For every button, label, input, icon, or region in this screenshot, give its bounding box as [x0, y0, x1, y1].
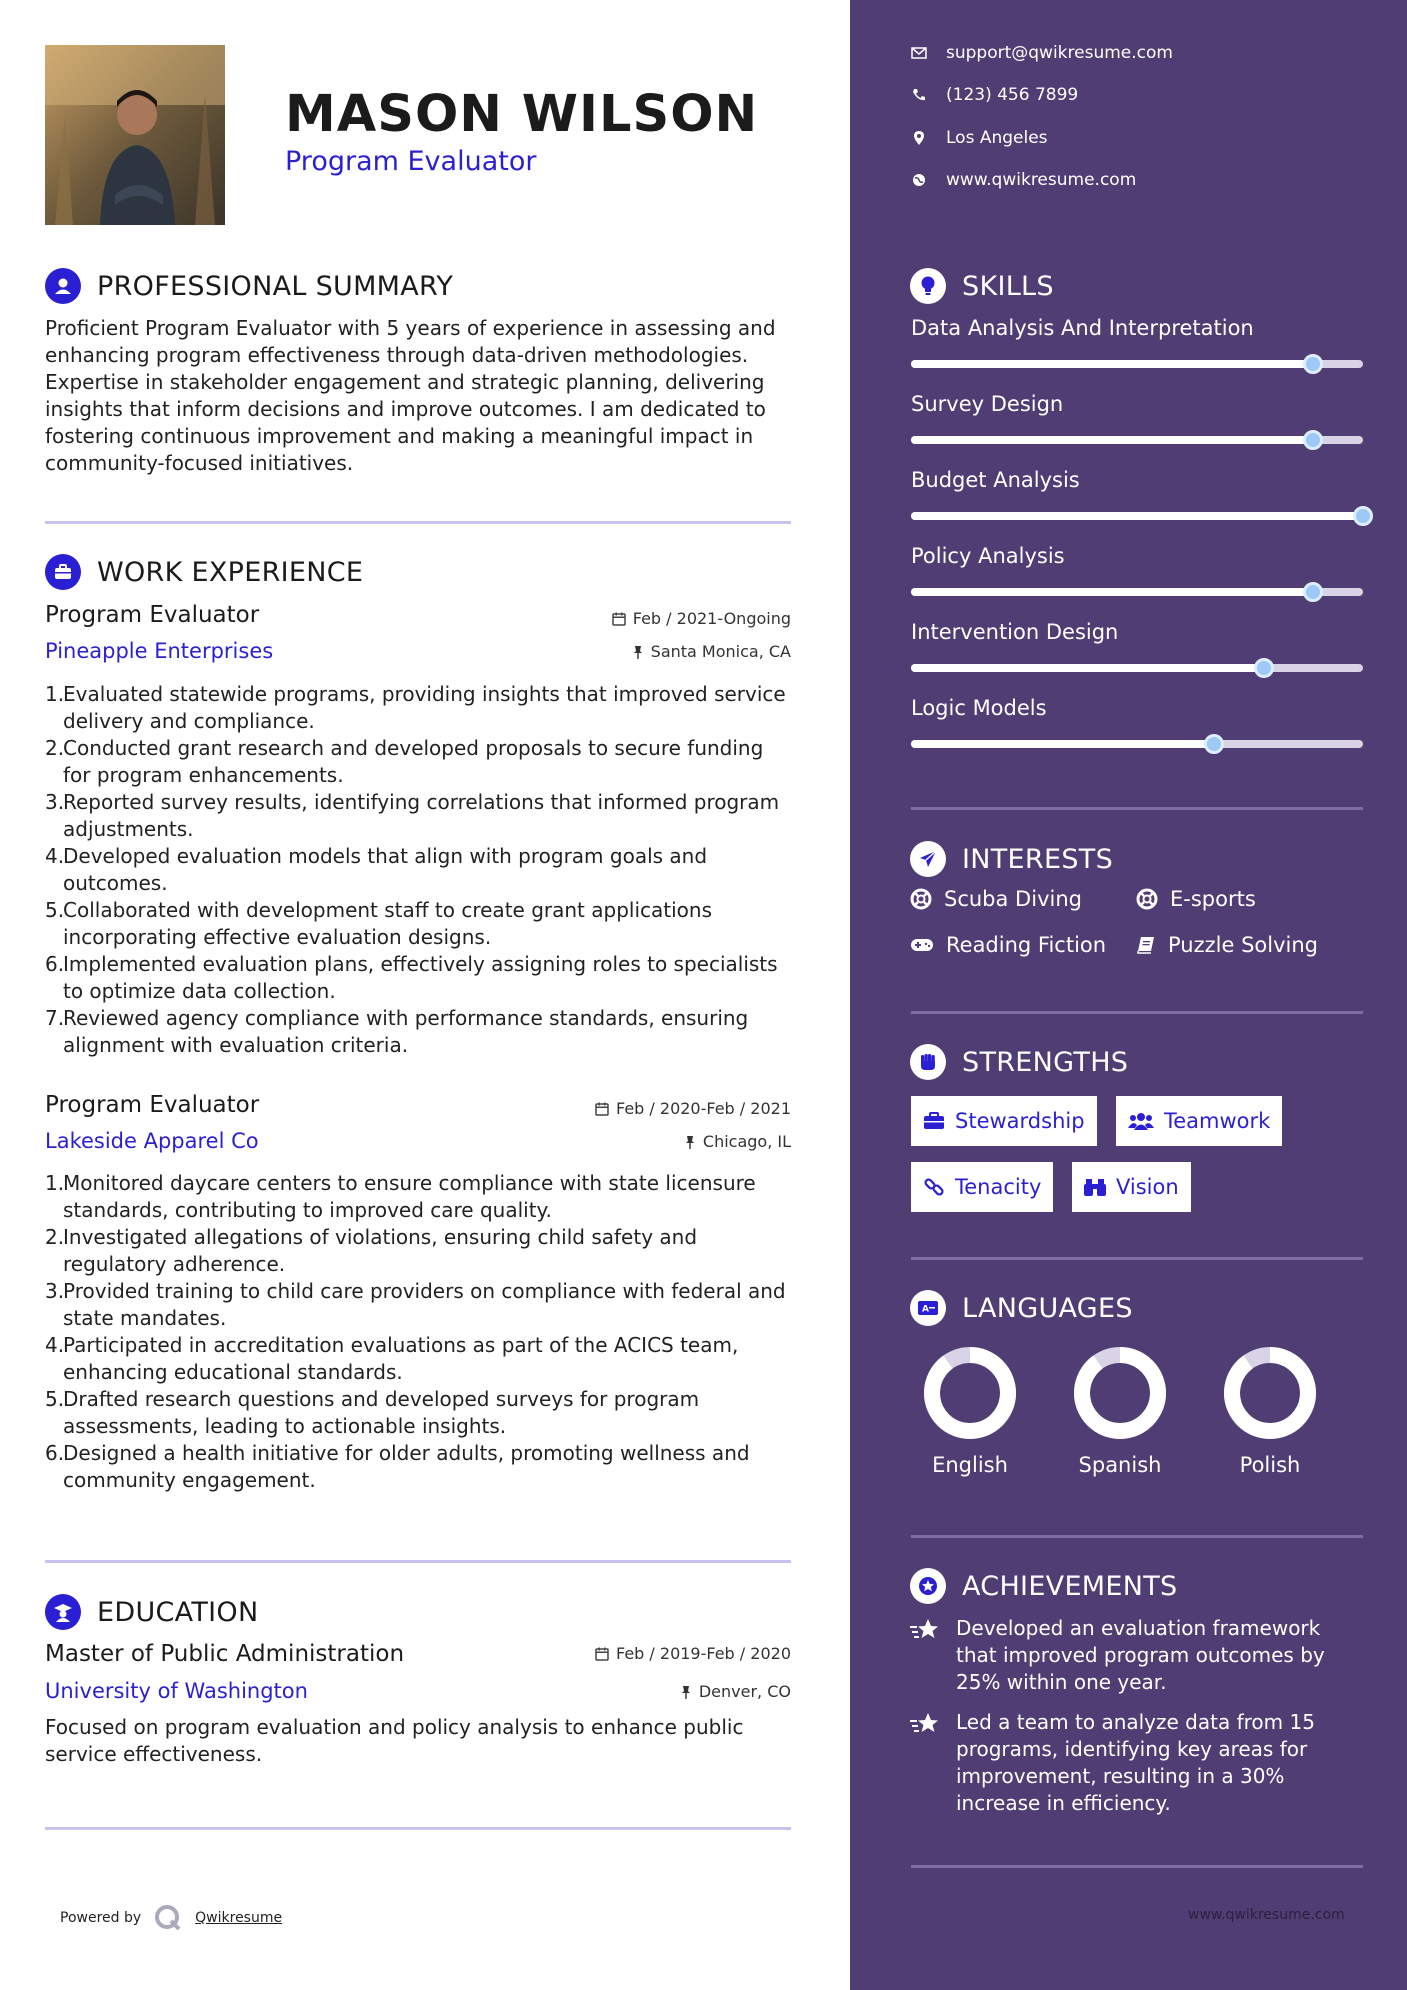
graduate-icon — [45, 1594, 81, 1630]
section-divider — [45, 521, 791, 524]
briefcase-icon — [923, 1112, 945, 1130]
achievement-item: Led a team to analyze data from 15 programs, identifying key areas for improvement, resulting in a 30% increase in efficiency. — [910, 1709, 1360, 1817]
list-item: 1. Evaluated statewide programs, providing insights that improved service delivery and compliance. — [45, 682, 786, 733]
skill-bar-fill — [911, 740, 1214, 748]
list-item: 3. Reported survey results, identifying correlations that informed program adjustments. — [45, 790, 780, 841]
list-item: 4. Participated in accreditation evaluations as part of the ACICS team, enhancing educational standards. — [45, 1333, 739, 1384]
contact-phone[interactable]: (123) 456 7899 — [910, 85, 1078, 105]
section-divider — [911, 1535, 1363, 1538]
skill-name: Intervention Design — [911, 620, 1119, 644]
list-item: 4. Developed evaluation models that align with program goals and outcomes. — [45, 844, 708, 895]
interest-item: E-sports — [1136, 887, 1256, 911]
job-date: Feb / 2021-Ongoing — [612, 609, 791, 628]
education-description: Focused on program evaluation and policy analysis to enhance public service effectiveness. — [45, 1715, 744, 1766]
summary-text: Proficient Program Evaluator with 5 years of experience in assessing and enhancing program effectiveness through data-driven methodologies. Expertise in stakeholder engagement and strategic planning, delivering insights that inform decisions and improve outcomes. I am dedicated to fostering continuous improvement and making a meaningful impact in community-focused initiatives. — [45, 316, 776, 475]
section-divider — [911, 1257, 1363, 1260]
skill-level-handle — [1254, 658, 1274, 678]
skill-bar-fill — [911, 512, 1363, 520]
paper-plane-icon — [910, 841, 946, 877]
strength-chip: Vision — [1072, 1162, 1191, 1212]
list-item: 2. Investigated allegations of violations, ensuring child safety and regulatory adherence. — [45, 1225, 698, 1276]
language-name: Spanish — [1078, 1453, 1162, 1477]
list-item: 5. Drafted research questions and developed surveys for program assessments, leading to actionable insights. — [45, 1387, 700, 1438]
strength-chip: Tenacity — [911, 1162, 1053, 1212]
skill-bar — [911, 588, 1363, 596]
school-name: University of Washington — [45, 1679, 308, 1703]
list-item: 3. Provided training to child care providers on compliance with federal and state mandates. — [45, 1279, 786, 1330]
lifebuoy-icon — [1136, 888, 1158, 910]
list-item: 7. Reviewed agency compliance with performance standards, ensuring alignment with evaluation criteria. — [45, 1006, 749, 1057]
globe-icon — [910, 171, 928, 189]
strengths-heading: STRENGTHS — [910, 1044, 1128, 1080]
education-heading: EDUCATION — [45, 1594, 258, 1630]
skill-name: Policy Analysis — [911, 544, 1065, 568]
company-name: Lakeside Apparel Co — [45, 1129, 259, 1153]
section-divider — [911, 1865, 1363, 1868]
binoculars-icon — [1084, 1177, 1106, 1197]
calendar-icon — [595, 1102, 609, 1116]
job-location: Santa Monica, CA — [632, 642, 791, 661]
section-divider — [45, 1827, 791, 1830]
list-item: 2. Conducted grant research and developed proposals to secure funding for program enhancements. — [45, 736, 764, 787]
section-divider — [45, 1560, 791, 1563]
company-name: Pineapple Enterprises — [45, 639, 274, 663]
education-date: Feb / 2019-Feb / 2020 — [595, 1644, 791, 1663]
skills-heading: SKILLS — [910, 268, 1054, 304]
phone-icon — [910, 86, 928, 104]
skill-bar — [911, 360, 1363, 368]
section-divider — [911, 807, 1363, 810]
language-level-arc — [1232, 1355, 1308, 1431]
skill-name: Data Analysis And Interpretation — [911, 316, 1254, 340]
interest-item: Reading Fiction — [910, 933, 1106, 957]
achievement-item: Developed an evaluation framework that improved program outcomes by 25% within one year. — [910, 1615, 1360, 1696]
achievements-heading: ACHIEVEMENTS — [910, 1568, 1178, 1604]
language-item — [915, 1345, 1025, 1485]
skill-level-handle — [1353, 506, 1373, 526]
translate-icon — [910, 1290, 946, 1326]
candidate-role: Program Evaluator — [285, 146, 537, 177]
language-level-ring — [1065, 1345, 1175, 1445]
contact-location: Los Angeles — [910, 128, 1048, 148]
user-icon — [45, 268, 81, 304]
contact-website[interactable]: www.qwikresume.com — [910, 170, 1136, 190]
lifebuoy-icon — [910, 888, 932, 910]
footer-website[interactable]: www.qwikresume.com — [1188, 1907, 1345, 1923]
envelope-icon — [910, 44, 928, 62]
skill-level-handle — [1204, 734, 1224, 754]
job-location: Chicago, IL — [684, 1132, 791, 1151]
job-title: Program Evaluator — [45, 602, 260, 628]
qwikresume-logo-icon — [153, 1903, 183, 1933]
language-name: Polish — [1239, 1453, 1301, 1477]
language-level-arc — [1082, 1355, 1158, 1431]
users-icon — [1128, 1111, 1154, 1131]
strength-chip: Stewardship — [911, 1096, 1097, 1146]
gamepad-icon — [910, 937, 934, 953]
star-icon — [910, 1617, 940, 1643]
calendar-icon — [612, 612, 626, 626]
skill-name: Budget Analysis — [911, 468, 1080, 492]
profile-photo — [45, 45, 225, 225]
interests-heading: INTERESTS — [910, 841, 1113, 877]
candidate-name: MASON WILSON — [285, 85, 759, 144]
powered-by: Powered by Qwikresume — [60, 1903, 282, 1933]
language-item — [1215, 1345, 1325, 1485]
skill-bar-fill — [911, 436, 1313, 444]
strength-chip: Teamwork — [1116, 1096, 1282, 1146]
contact-email[interactable]: support@qwikresume.com — [910, 43, 1173, 63]
skill-bar — [911, 664, 1363, 672]
qwikresume-link[interactable]: Qwikresume — [195, 1910, 283, 1926]
pin-icon — [632, 645, 644, 659]
summary-heading: PROFESSIONAL SUMMARY — [45, 268, 453, 304]
interest-item: Puzzle Solving — [1136, 933, 1318, 957]
interest-item: Scuba Diving — [910, 887, 1082, 911]
section-divider — [911, 1011, 1363, 1014]
languages-heading: A LANGUAGES — [910, 1290, 1133, 1326]
language-level-arc — [932, 1355, 1008, 1431]
pin-icon — [680, 1685, 692, 1699]
skill-bar-fill — [911, 588, 1313, 596]
degree-title: Master of Public Administration — [45, 1641, 405, 1667]
star-badge-icon — [910, 1568, 946, 1604]
education-location: Denver, CO — [680, 1682, 791, 1701]
job-date: Feb / 2020-Feb / 2021 — [595, 1099, 791, 1118]
fist-icon — [910, 1044, 946, 1080]
star-icon — [910, 1711, 940, 1737]
calendar-icon — [595, 1647, 609, 1661]
job-title: Program Evaluator — [45, 1092, 260, 1118]
job-duties-list — [45, 1170, 795, 1494]
list-item: 1. Monitored daycare centers to ensure compliance with state licensure standards, contributing to improved care quality. — [45, 1171, 756, 1222]
job-duties-list — [45, 681, 795, 1059]
skill-bar-fill — [911, 664, 1264, 672]
list-item: 6. Implemented evaluation plans, effectively assigning roles to specialists to optimize data collection. — [45, 952, 778, 1003]
skill-bar-fill — [911, 360, 1313, 368]
language-level-ring — [1215, 1345, 1325, 1445]
skill-name: Logic Models — [911, 696, 1047, 720]
svg-text:A: A — [922, 1304, 929, 1315]
lightbulb-icon — [910, 268, 946, 304]
experience-heading: WORK EXPERIENCE — [45, 554, 363, 590]
skill-bar — [911, 512, 1363, 520]
language-level-ring — [915, 1345, 1025, 1445]
link-icon — [923, 1176, 945, 1198]
language-name: English — [932, 1453, 1008, 1477]
list-item: 6. Designed a health initiative for older adults, promoting wellness and community engagement. — [45, 1441, 750, 1492]
briefcase-icon — [45, 554, 81, 590]
map-marker-icon — [910, 129, 928, 147]
pin-icon — [684, 1135, 696, 1149]
skill-bar — [911, 740, 1363, 748]
list-item: 5. Collaborated with development staff to create grant applications incorporating effective evaluation designs. — [45, 898, 712, 949]
skill-bar — [911, 436, 1363, 444]
skill-name: Survey Design — [911, 392, 1064, 416]
language-item — [1065, 1345, 1175, 1485]
book-icon — [1136, 935, 1156, 955]
